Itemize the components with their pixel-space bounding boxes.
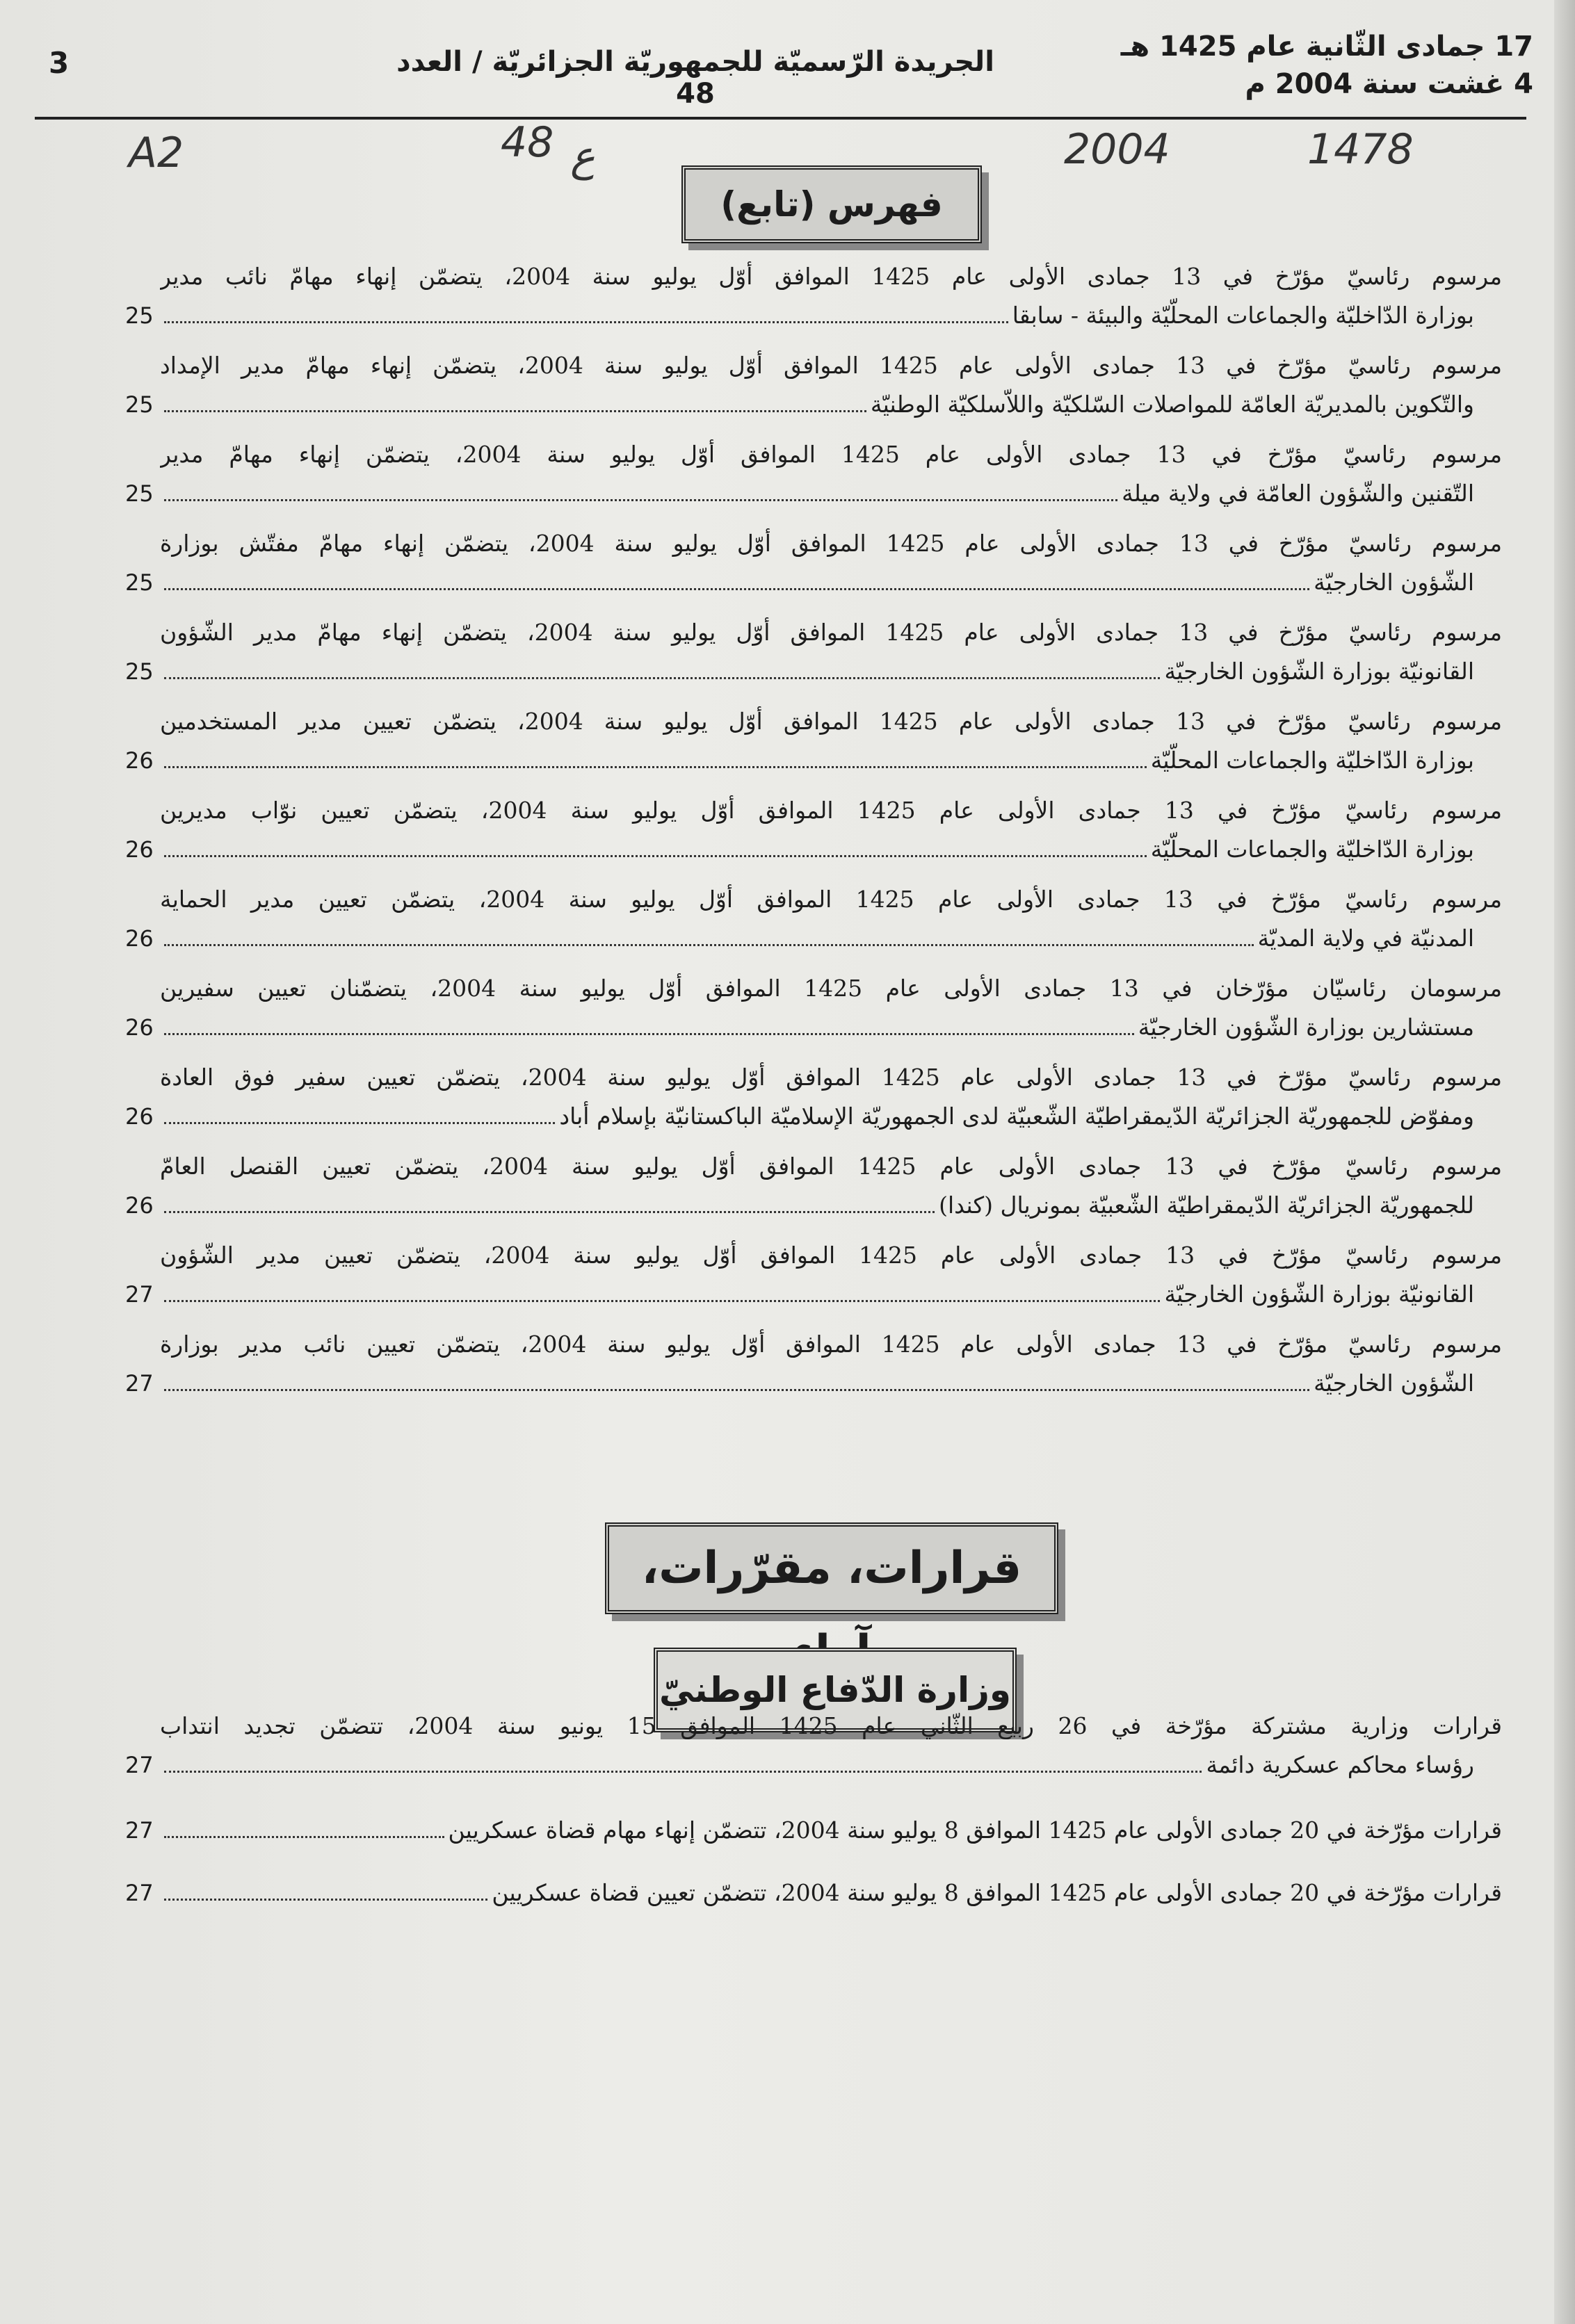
page-edge-shadow <box>1554 0 1575 2324</box>
index-entry <box>125 1058 1502 1136</box>
entry-line-1: مرسوم رئاسيّ مؤرّخ في 13 جمادى الأولى عام 1425 الموافق أوّل يوليو سنة 2004، يتضمّن تعيين مدير الحماية <box>160 886 1502 913</box>
entry-page: 26 <box>125 925 154 952</box>
entry-page: 25 <box>125 302 154 329</box>
index-entry <box>125 524 1502 602</box>
header-dates <box>1121 28 1533 103</box>
index-entry <box>125 435 1502 513</box>
index-entry <box>125 969 1502 1047</box>
handwritten-note-1478: 1478 <box>1307 125 1414 174</box>
index-title: فهرس (تابع) <box>681 165 982 243</box>
header-title: الجريدة الرّسميّة للجمهوريّة الجزائريّة / العدد 48 <box>396 46 994 110</box>
entry-line-1: قرارات مؤرّخة في 20 جمادى الأولى عام 1425 الموافق 8 يوليو سنة 2004، تتضمّن تعيين قضاة عسكريين <box>492 1879 1502 1906</box>
entry-line-2: مستشارين بوزارة الشّؤون الخارجيّة <box>1138 1014 1474 1041</box>
header-date-hijri: 17 جمادى الثّانية عام 1425 هـ <box>1120 31 1533 63</box>
entry-line-1: مرسوم رئاسيّ مؤرّخ في 13 جمادى الأولى عام 1425 الموافق أوّل يوليو سنة 2004، يتضمّن تعيين سفير فوق العادة <box>160 1064 1502 1091</box>
dot-leader <box>164 1899 487 1901</box>
entry-line-2: بوزارة الدّاخليّة والجماعات المحلّيّة <box>1150 747 1474 774</box>
index-entry <box>125 346 1502 424</box>
entry-line-1: مرسوم رئاسيّ مؤرّخ في 13 جمادى الأولى عام 1425 الموافق أوّل يوليو سنة 2004، يتضمّن إنهاء مهامّ مدير <box>160 441 1502 468</box>
decisions-list <box>125 1707 1502 1915</box>
ministry-title: وزارة الدّفاع الوطنيّ <box>654 1648 1017 1732</box>
entry-page: 25 <box>125 658 154 685</box>
entry-page: 25 <box>125 569 154 596</box>
dot-leader <box>164 1033 1134 1035</box>
section-title: قرارات، مقرّرات، <box>605 1522 1058 1614</box>
index-entry <box>125 880 1502 958</box>
entry-line-1: قرارات وزارية مشتركة مؤرّخة في 26 ربيع الثّاني عام 1425 الموافق 15 يونيو سنة 2004، تتضمّن تجديد انتداب <box>160 1712 1502 1739</box>
dot-leader <box>164 1300 1160 1302</box>
decision-entry <box>125 1707 1502 1785</box>
index-entry <box>125 1325 1502 1403</box>
dot-leader <box>164 1122 555 1124</box>
entry-line-2: للجمهوريّة الجزائريّة الدّيمقراطيّة الشّعبيّة بمونريال (كندا) <box>939 1192 1474 1219</box>
entry-line-1: مرسوم رئاسيّ مؤرّخ في 13 جمادى الأولى عام 1425 الموافق أوّل يوليو سنة 2004، يتضمّن إنهاء مهامّ مدير الإمداد <box>160 352 1502 379</box>
entry-line-1: مرسوم رئاسيّ مؤرّخ في 13 جمادى الأولى عام 1425 الموافق أوّل يوليو سنة 2004، يتضمّن تعيين القنصل العامّ <box>160 1153 1502 1180</box>
entry-line-2: القانونيّة بوزارة الشّؤون الخارجيّة <box>1164 1281 1474 1308</box>
entry-page: 25 <box>125 391 154 418</box>
entry-line-2: بوزارة الدّاخليّة والجماعات المحلّيّة والبيئة - سابقا <box>1012 302 1474 329</box>
entry-line-2: القانونيّة بوزارة الشّؤون الخارجيّة <box>1164 658 1474 685</box>
entry-page: 26 <box>125 1014 154 1041</box>
dot-leader <box>164 1211 935 1213</box>
header-date-gregorian: 4 غشت سنة 2004 م <box>1245 68 1533 100</box>
entry-line-1: مرسوم رئاسيّ مؤرّخ في 13 جمادى الأولى عام 1425 الموافق أوّل يوليو سنة 2004، يتضمّن تعيين مدير الشّؤون <box>160 1242 1502 1269</box>
entry-page: 26 <box>125 747 154 774</box>
entry-line-2: ومفوّض للجمهوريّة الجزائريّة الدّيمقراطيّة الشّعبيّة لدى الجمهوريّة الإسلاميّة الباكستانيّة بإسلام أباد <box>559 1103 1474 1130</box>
entry-line-2: رؤساء محاكم عسكرية دائمة <box>1206 1751 1474 1778</box>
entry-line-1: مرسوم رئاسيّ مؤرّخ في 13 جمادى الأولى عام 1425 الموافق أوّل يوليو سنة 2004، يتضمّن إنهاء مهامّ مدير الشّؤون <box>160 619 1502 646</box>
decision-entry <box>125 1874 1502 1912</box>
handwritten-note-2004: 2004 <box>1064 125 1170 174</box>
entry-page: 27 <box>125 1880 154 1906</box>
dot-leader <box>164 321 1008 323</box>
entry-line-1: قرارات مؤرّخة في 20 جمادى الأولى عام 1425 الموافق 8 يوليو سنة 2004، تتضمّن إنهاء مهام قضاة عسكريين <box>448 1817 1502 1844</box>
index-entry <box>125 613 1502 691</box>
index-entry <box>125 257 1502 335</box>
dot-leader <box>164 588 1309 590</box>
dot-leader <box>164 855 1147 857</box>
dot-leader <box>164 1389 1309 1391</box>
dot-leader <box>164 1771 1202 1773</box>
entry-page: 27 <box>125 1752 154 1778</box>
entry-page: 27 <box>125 1281 154 1308</box>
index-entry <box>125 791 1502 869</box>
page-number: 3 <box>49 46 70 80</box>
entry-page: 26 <box>125 1103 154 1130</box>
entry-page: 27 <box>125 1370 154 1397</box>
entry-line-1: مرسومان رئاسيّان مؤرّخان في 13 جمادى الأولى عام 1425 الموافق أوّل يوليو سنة 2004، يتضمّنان تعيين سفيرين <box>160 975 1502 1002</box>
entry-page: 27 <box>125 1817 154 1844</box>
entry-page: 26 <box>125 836 154 863</box>
dot-leader <box>164 1836 444 1838</box>
index-entry <box>125 702 1502 780</box>
dot-leader <box>164 677 1160 679</box>
entry-line-2: والتّكوين بالمديريّة العامّة للمواصلات السّلكيّة واللاّسلكيّة الوطنيّة <box>870 391 1474 418</box>
dot-leader <box>164 944 1254 946</box>
entry-line-2: الشّؤون الخارجيّة <box>1314 1370 1474 1397</box>
entry-line-2: المدنيّة في ولاية المديّة <box>1257 925 1474 952</box>
entry-line-1: مرسوم رئاسيّ مؤرّخ في 13 جمادى الأولى عام 1425 الموافق أوّل يوليو سنة 2004، يتضمّن تعيين نائب مدير بوزارة <box>160 1331 1502 1358</box>
dot-leader <box>164 766 1147 768</box>
index-entry <box>125 1147 1502 1225</box>
entry-line-2: التّقنين والشّؤون العامّة في ولاية ميلة <box>1122 480 1474 507</box>
entry-page: 26 <box>125 1192 154 1219</box>
dot-leader <box>164 410 866 412</box>
entry-line-1: مرسوم رئاسيّ مؤرّخ في 13 جمادى الأولى عام 1425 الموافق أوّل يوليو سنة 2004، يتضمّن إنهاء مهامّ نائب مدير <box>160 263 1502 290</box>
page-header <box>42 21 1533 110</box>
header-divider <box>35 117 1526 120</box>
entry-line-2: الشّؤون الخارجيّة <box>1314 569 1474 596</box>
entry-line-1: مرسوم رئاسيّ مؤرّخ في 13 جمادى الأولى عام 1425 الموافق أوّل يوليو سنة 2004، يتضمّن إنهاء مهامّ مفتّش بوزارة <box>160 530 1502 557</box>
index-list <box>125 257 1502 1439</box>
dot-leader <box>164 499 1117 501</box>
entry-page: 25 <box>125 480 154 507</box>
handwritten-note-ain: ع <box>570 132 595 181</box>
handwritten-note-a2: A2 <box>129 129 184 177</box>
entry-line-2: بوزارة الدّاخليّة والجماعات المحلّيّة <box>1150 836 1474 863</box>
index-entry <box>125 1236 1502 1314</box>
handwritten-note-48: 48 <box>501 118 554 167</box>
decision-entry <box>125 1811 1502 1850</box>
entry-line-1: مرسوم رئاسيّ مؤرّخ في 13 جمادى الأولى عام 1425 الموافق أوّل يوليو سنة 2004، يتضمّن تعيين نوّاب مديرين <box>160 797 1502 824</box>
entry-line-1: مرسوم رئاسيّ مؤرّخ في 13 جمادى الأولى عام 1425 الموافق أوّل يوليو سنة 2004، يتضمّن تعيين مدير المستخدمين <box>160 708 1502 735</box>
